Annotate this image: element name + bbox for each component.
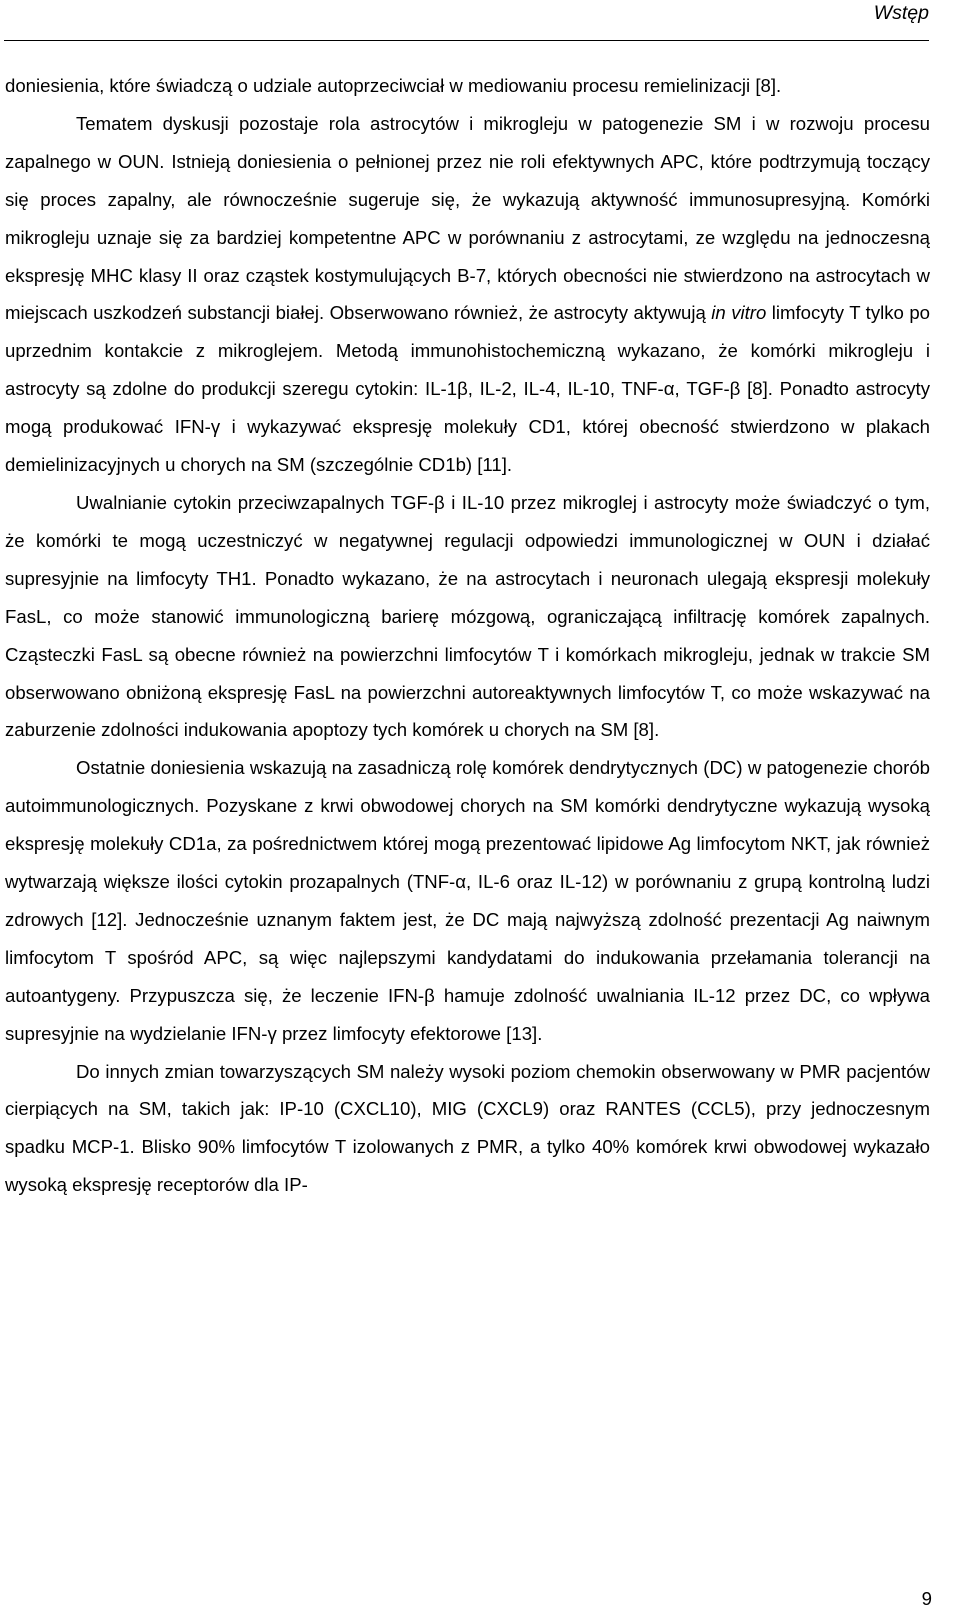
- body-text: [5, 67, 930, 1204]
- text-segment: Tematem dyskusji pozostaje rola astrocytów i mikrogleju w patogenezie SM i w rozwoju procesu zapalnego w OUN. Istnieją doniesienia o pełnionej przez nie roli efektywnych APC, które podtrzymują toczący się proces zapalny, ale równocześnie sugeruje się, że wykazują aktywność immunosupresyjną. Komórki mikrogleju uznaje się za bardziej kompetentne APC w porównaniu z astrocytami, ze względu na jednoczesną ekspresję MHC klasy II oraz cząstek kostymulujących B-7, których obecności nie stwierdzono na astrocytach w miejscach uszkodzeń substancji białej. Obserwowano również, że astrocyty aktywują: [5, 112, 930, 324]
- section-title: Wstęp: [873, 2, 929, 24]
- running-header: [4, 0, 929, 41]
- text-segment: Ostatnie doniesienia wskazują na zasadniczą rolę komórek dendrytycznych (DC) w patogenezie chorób autoimmunologicznych. Pozyskane z krwi obwodowej chorych na SM komórki dendrytyczne wykazują wysoką ekspresję molekuły CD1a, za pośrednictwem której mogą prezentować lipidowe Ag limfocytom NKT, jak również wytwarzają większe ilości cytokin prozapalnych (TNF-α, IL-6 oraz IL-12) w porównaniu z grupą kontrolną ludzi zdrowych [12]. Jednocześnie uznanym faktem jest, że DC mają najwyższą zdolność prezentacji Ag naiwnym limfocytom T spośród APC, są więc najlepszymi kandydatami do indukowania przełamania tolerancji na autoantygeny. Przypuszcza się, że leczenie IFN-β hamuje zdolność uwalniania IL-12 przez DC, co wpływa supresyjnie na wydzielanie IFN-γ przez limfocyty efektorowe [13].: [5, 757, 930, 1044]
- text-segment: Do innych zmian towarzyszących SM należy wysoki poziom chemokin obserwowany w PMR pacjentów cierpiących na SM, takich jak: IP-10 (CXCL10), MIG (CXCL9) oraz RANTES (CCL5), przy jednoczesnym spadku MCP-1. Blisko 90% limfocytów T izolowanych z PMR, a tylko 40% komórek krwi obwodowej wykazało wysoką ekspresję receptorów dla IP-: [5, 1060, 930, 1196]
- paragraph-3: [5, 484, 930, 749]
- paragraph-5: [5, 1053, 930, 1205]
- paragraph-2: [5, 105, 930, 484]
- italic-term-in-vitro: in vitro: [711, 302, 767, 324]
- text-segment: Uwalnianie cytokin przeciwzapalnych TGF-β i IL-10 przez mikroglej i astrocyty może świadczyć o tym, że komórki te mogą uczestniczyć w negatywnej regulacji odpowiedzi immunologicznej w OUN i działać supresyjnie na limfocyty TH1. Ponadto wykazano, że na astrocytach i neuronach ulegają ekspresji molekuły FasL, co może stanowić immunologiczną barierę mózgową, ograniczającą infiltrację komórek zapalnych. Cząsteczki FasL są obecne również na powierzchni limfocytów T i komórkach mikrogleju, jednak w trakcie SM obserwowano obniżoną ekspresję FasL na powierzchni autoreaktywnych limfocytów T, co może wskazywać na zaburzenie zdolności indukowania apoptozy tych komórek u chorych na SM [8].: [5, 491, 930, 741]
- paragraph-1: [5, 67, 930, 105]
- page-number: 9: [921, 1588, 932, 1609]
- text-segment: limfocyty T tylko po uprzednim kontakcie z mikroglejem. Metodą immunohistochemiczną wykazano, że komórki mikrogleju i astrocyty są zdolne do produkcji szeregu cytokin: IL-1β, IL-2, IL-4, IL-10, TNF-α, TGF-β [8]. Ponadto astrocyty mogą produkować IFN-γ i wykazywać ekspresję molekuły CD1, której obecność stwierdzono w plakach demielinizacyjnych u chorych na SM (szczególnie CD1b) [11].: [5, 302, 931, 476]
- text-segment: doniesienia, które świadczą o udziale autoprzeciwciał w mediowaniu procesu remielinizacji [8].: [5, 75, 782, 96]
- paragraph-4: [5, 749, 930, 1052]
